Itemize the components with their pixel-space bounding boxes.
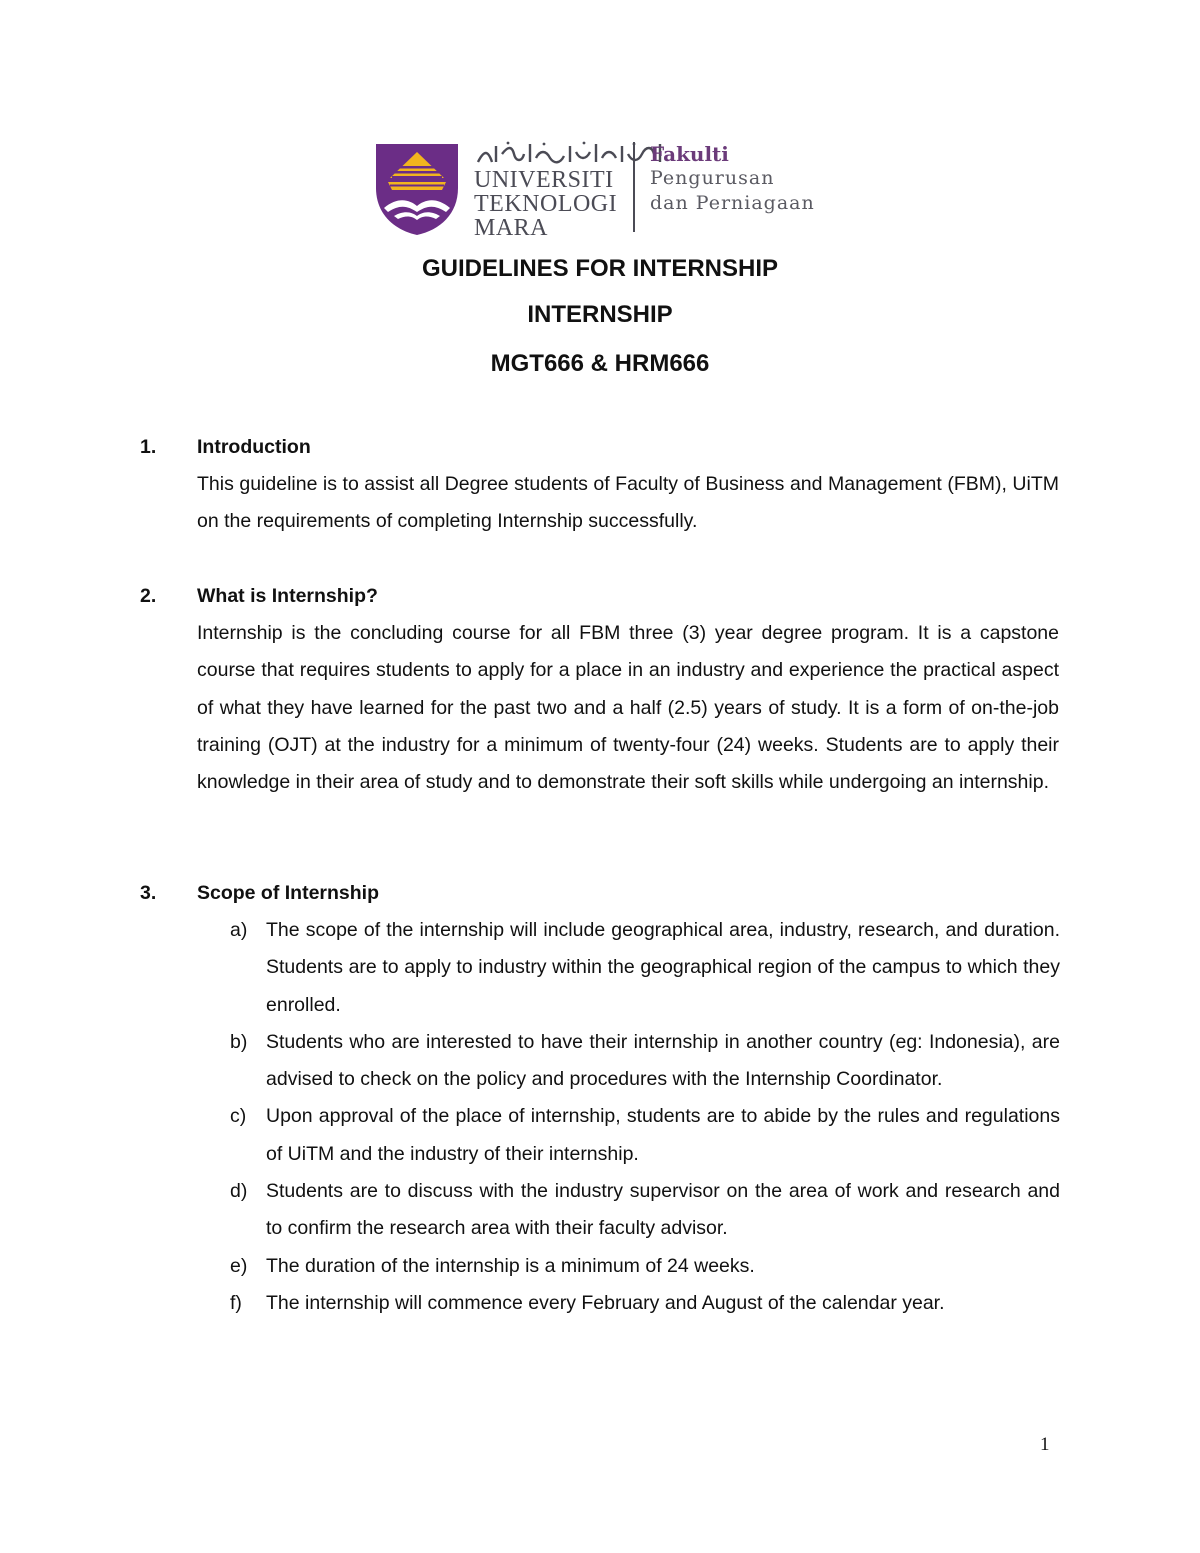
logo-university-line-1: UNIVERSITI	[474, 167, 614, 193]
section-heading: Scope of Internship	[197, 882, 380, 904]
list-item	[230, 1098, 1060, 1173]
scope-list	[230, 912, 1060, 1322]
list-item	[230, 912, 1060, 1024]
list-marker: e)	[230, 1254, 248, 1277]
list-item	[230, 1024, 1060, 1099]
university-logo	[374, 140, 834, 241]
section-paragraph: Internship is the concluding course for all FBM three (3) year degree program. It is a capstone course that requires students to apply for a place in an industry and experience the practical aspect of what they have learned for the past two and a half (2.5) years of study. It is a form of on-the-job training (OJT) at the industry for a minimum of twenty-four (24) weeks. Students are to apply their knowledge in their area of study and to demonstrate their soft skills while undergoing an internship.	[197, 622, 1059, 794]
list-item	[230, 1248, 1060, 1285]
logo-divider	[633, 142, 635, 232]
list-item-text: Students are to discuss with the industry supervisor on the area of work and research and to confirm the research area with their faculty advisor.	[266, 1180, 1060, 1240]
logo-faculty-line-1: Fakulti	[650, 142, 729, 166]
section-number: 3.	[140, 882, 157, 904]
list-item	[230, 1285, 1060, 1322]
uitm-crest-icon	[374, 142, 460, 236]
section-paragraph: This guideline is to assist all Degree students of Faculty of Business and Management (FBM), UiTM on the requirements of completing Internship successfully.	[197, 473, 1059, 533]
section-number: 1.	[140, 436, 157, 458]
logo-university-line-2: TEKNOLOGI	[474, 191, 618, 217]
document-subtitle: INTERNSHIP	[527, 301, 673, 328]
list-marker: d)	[230, 1180, 248, 1203]
section-heading: What is Internship?	[197, 585, 378, 607]
list-marker: b)	[230, 1030, 248, 1053]
page-number: 1	[1040, 1434, 1050, 1455]
section-number: 2.	[140, 585, 157, 607]
list-item	[230, 1173, 1060, 1248]
list-item-text: The duration of the internship is a minimum of 24 weeks.	[266, 1254, 755, 1277]
list-marker: f)	[230, 1291, 242, 1314]
list-item-text: The internship will commence every February and August of the calendar year.	[266, 1291, 945, 1314]
list-item-text: The scope of the internship will include geographical area, industry, research, and duration. Students are to apply to industry within the geographical region of the campus to which they enrolled.	[266, 919, 1060, 1016]
list-item-text: Upon approval of the place of internship, students are to abide by the rules and regulations of UiTM and the industry of their internship.	[266, 1105, 1060, 1165]
list-item-text: Students who are interested to have their internship in another country (eg: Indonesia), are advised to check on the policy and procedures with the Internship Coordinator.	[266, 1030, 1060, 1091]
logo-faculty-line-3: dan Perniagaan	[650, 192, 815, 214]
list-marker: c)	[230, 1105, 247, 1128]
document-title: GUIDELINES FOR INTERNSHIP	[421, 255, 779, 282]
jawi-script-logo	[474, 140, 670, 166]
logo-faculty-line-2: Pengurusan	[650, 167, 775, 189]
section-heading: Introduction	[197, 436, 311, 458]
logo-university-line-3: MARA	[474, 215, 549, 241]
list-marker: a)	[230, 919, 248, 941]
course-codes: MGT666 & HRM666	[490, 350, 710, 377]
